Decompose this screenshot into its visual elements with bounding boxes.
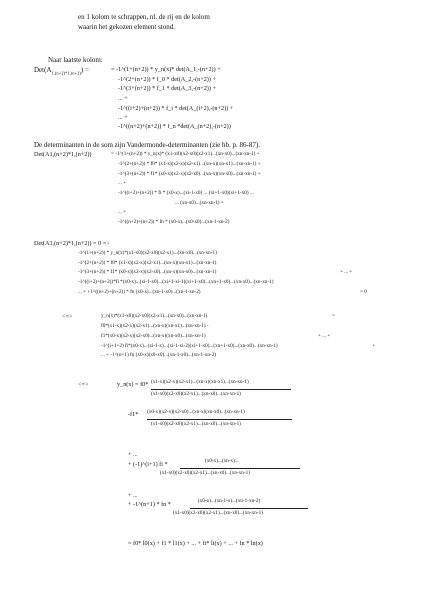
fn-fraction-bar xyxy=(190,508,308,509)
f1-fraction-bar xyxy=(147,419,292,420)
section4-arrow: <=> xyxy=(62,313,73,320)
section4-row-3: f0*(x1-x)(x2-x)(x2-x1)...(xn-x)(xn-x1)...(xn-xn-1) - xyxy=(101,323,209,329)
section1-lhs: $Det(A_{1,(n+2)*1,(n+2)})$ = xyxy=(34,66,89,76)
section3-row-7: = 0 xyxy=(360,289,367,295)
section1-row-2: -1^(2+(n+2)) * f_0 * det(A_2,-(n+2)) + xyxy=(118,76,216,83)
section2-row-2: -1^(2+(n+2)) * f0* (x1-x)(x2-x)(x2-x1)...(xn-x)(xn-x1)...(xn-xn-1) + xyxy=(118,161,261,167)
section4-row-2: = xyxy=(332,313,335,319)
section2-row-8: -1^((n+2)+(n+2)) * fn * (x0-x)...(x0-x0)...(xn-1-xn-2) xyxy=(118,219,230,225)
section3-row-6: ... + +1^((n+2)+(n+2)) * fn (x0-x)...(xn-1-x0)...(xn-1-xn-2) xyxy=(78,289,201,295)
section3-lhs: Det(A1,(n+2)*1,(n+2)) = 0 => xyxy=(34,240,110,247)
fi-denominator: (x1-x0)(x2-x0)(x2-x1)...(xn-x0)...(xn-xn-1) xyxy=(160,470,250,476)
section4-row-6: -1^(i+1+2) fi*(x0-x)...(xi-1-x)...(xi-1-xi-2)(xi+1-x0)...(xn+1-x0)...(xn-x0)...(xn-xn-1) xyxy=(101,343,278,349)
section1-heading: Naar laatste kolom: xyxy=(48,56,103,64)
f1-numerator: (x0-x)(x2-x)(x2-x0)...(xn-x)(xn-x0)...(xn-xn-1) xyxy=(147,409,245,415)
section4-row-8: ... + -1^(n+1) fn (x0-x)(x0-x0)...(xn-1-x0)...(xn-1-xn-2) xyxy=(101,352,217,358)
section4-row-5: + ... + xyxy=(318,333,331,339)
dots-1: + ... xyxy=(128,451,138,458)
section4-row-7: + xyxy=(372,343,375,349)
section1-row-1: = -1^(1+(n+2)) * y_n(x)* det(A_1,-(n+2)) + xyxy=(111,66,221,73)
section4-row-4: f1*(x0-x)(x2-x)(x2-x0)...(xn-x)(xn-x0)...(xn-xn-1) xyxy=(101,333,206,339)
fn-numerator: (x0-x)...(xn-1-x)...(xn-1-xn-2) xyxy=(198,498,261,504)
section1-row-3: -1^(3+(n+2)) * f_1 * det(A_3,-(n+2)) + xyxy=(118,85,216,92)
section2-row-3: -1^(3+(n+2)) * f1* (x0-x)(x2-x)(x2-x0)...(xn-x)(xn-x0)...(xn-xn-1) + xyxy=(118,171,261,177)
fn-denominator: (x1-x0)(x2-x0)(x2-x1)...(xn-x0)...(xn-xn-1) xyxy=(173,510,263,516)
section2-row-6: ... (xn-x0)...(xn-xn-1) + xyxy=(175,200,224,206)
section1-row-4: ... + xyxy=(118,95,128,102)
intro-line-1: en 1 kolom te schrappen, nl. de rij en de kolom xyxy=(78,13,210,21)
section2-row-1: = -1^(1+(n+2)) * y_n(x)* (x1-x0)(x2-x0)(x2-x1)...(xn-x0)...(xn-xn-1) + xyxy=(111,151,260,157)
f1-denominator: (x1-x0)(x2-x0)(x2-x1)...(xn-x0)...(xn-xn-1) xyxy=(151,421,241,427)
fn-lead: + -1^(n+1) * fn * xyxy=(128,501,171,508)
f0-denominator: (x1-x0)(x2-x0)(x2-x1)...(xn-x0)...(xn-xn-1) xyxy=(151,391,241,397)
section2-lhs: Det(A1,(n+2)*1,(n+2)) xyxy=(34,151,92,158)
section2-heading: De determinanten in de som zijn Vandermonde-determinanten (zie hb. p. 86-87). xyxy=(34,141,260,149)
fi-numerator: (x0-x)...(xn-x)... xyxy=(205,458,239,464)
f0-fraction-bar xyxy=(151,389,291,390)
section1-row-6: ... + xyxy=(118,114,128,121)
fi-fraction-bar xyxy=(180,468,300,469)
section4-row-1: y_n(x)*(x1-x0)(x2-x0)(x2-x1)...(xn-x0)...(xn-xn-1) xyxy=(101,313,208,319)
dots-2: + ... xyxy=(128,492,138,499)
f1-lead: -f1* xyxy=(128,411,139,418)
section3-row-5: -1^((i+2)+(n+2))*fi *(x0-x)...(xi-1-x0)...(xi+1-xi-1)(xi+1-x0)...(xn+1-x0)...(xn-x0)...(xn-xn-1) xyxy=(78,279,274,285)
section3-row-3: -1^(3+(n+2)) * f1* (x0-x)(x2-x)(x2-x0)...(xn-x)(xn-x0)...(xn-xn-1) xyxy=(78,269,217,275)
section1-row-5: -1^((i+2)+(n+2)) * f_i * det(A_(i+2),-(n+2)) + xyxy=(118,105,234,112)
fi-lead: + (-1)^(i+1) fi * xyxy=(128,461,168,468)
section2-row-4: ... + xyxy=(118,180,127,186)
section5-lhs: y_n(x) = f0* xyxy=(117,381,149,388)
section3-row-2: -1^(2+(n+2)) * f0* (x1-x)(x2-x)(x2-x1)...(xn-x)(xn-x1)...(xn-xn-1) xyxy=(78,260,217,266)
f0-numerator: (x1-x)(x2-x)(x2-x1)...(xn-x)(xn-x1)...(xn-xn-1) xyxy=(151,379,249,385)
intro-line-2: waarin het gekozen element stond. xyxy=(78,23,175,31)
section3-row-1: -1^(1+(n+2)) * y_n(x)*(x1-x0)(x2-x0)(x2-x1)...(xn-x0)...(xn-xn-1) xyxy=(78,250,217,256)
result-line: = f0* l0(x) + f1 * l1(x) + ... + fi* li(x) + ... + fn * ln(x) xyxy=(128,540,263,547)
section1-row-7: -1^((n+2)+(n+2)) * f_n *det(A_(n+2),-(n+2)) xyxy=(118,123,231,130)
section3-row-4: + ... + xyxy=(340,269,353,275)
section5-arrow: <=> xyxy=(78,381,89,388)
section2-row-7: ... + xyxy=(118,209,127,215)
section2-row-5: -1^((i+2)+(n+2)) * fi * (x0-x)...(xi-1-x0) ... (xi+1-x0)(xi+1-x0) ... xyxy=(118,190,254,196)
